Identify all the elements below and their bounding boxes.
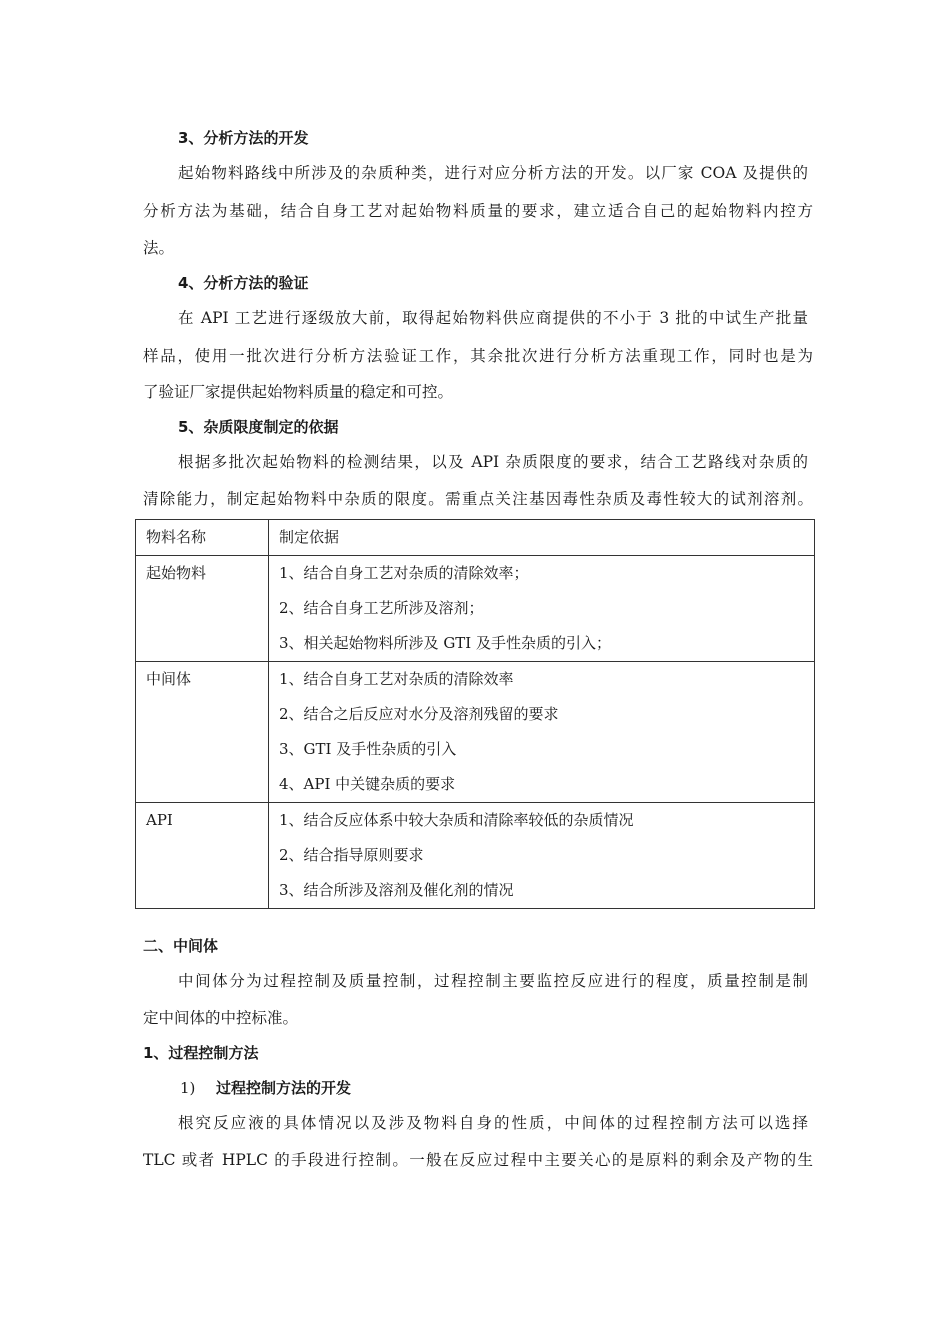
basis-item: 3、结合所涉及溶剂及催化剂的情况 <box>279 881 514 899</box>
material-name-cell: 起始物料 <box>136 556 269 662</box>
table-row <box>136 803 815 909</box>
subsection-paragraph-line: TLC 或者 HPLC 的手段进行控制。一般在反应过程中主要关心的是原料的剩余及产物的生 <box>143 1151 813 1169</box>
section-4-paragraph-line: 了验证厂家提供起始物料质量的稳定和可控。 <box>143 383 454 401</box>
basis-item: 2、结合之后反应对水分及溶剂残留的要求 <box>279 705 559 723</box>
table-header-row <box>136 520 815 556</box>
table-header-cell: 制定依据 <box>269 520 815 556</box>
section-4-heading: 4、分析方法的验证 <box>178 274 309 292</box>
basis-item: 1、结合自身工艺对杂质的清除效率； <box>279 564 529 582</box>
basis-item: 4、API 中关键杂质的要求 <box>279 775 456 793</box>
section-5-heading: 5、杂质限度制定的依据 <box>178 418 339 436</box>
basis-cell <box>269 662 815 803</box>
subsection-1-1-title: 过程控制方法的开发 <box>216 1079 352 1097</box>
basis-item: 2、结合指导原则要求 <box>279 846 424 864</box>
basis-item: 3、GTI 及手性杂质的引入 <box>279 740 457 758</box>
basis-item: 3、相关起始物料所涉及 GTI 及手性杂质的引入； <box>279 634 611 652</box>
table-row <box>136 556 815 662</box>
basis-item: 2、结合自身工艺所涉及溶剂； <box>279 599 484 617</box>
section-5-paragraph-line: 清除能力，制定起始物料中杂质的限度。需重点关注基因毒性杂质及毒性较大的试剂溶剂。 <box>143 490 813 508</box>
section-3-heading: 3、分析方法的开发 <box>178 129 309 147</box>
subsection-1-heading: 1、过程控制方法 <box>143 1044 259 1062</box>
impurity-limit-basis-table <box>135 519 815 909</box>
table-header-cell: 物料名称 <box>136 520 269 556</box>
table-row <box>136 662 815 803</box>
subsection-1-1-heading <box>180 1078 850 1098</box>
material-name-cell: API <box>136 803 269 909</box>
section-4-paragraph-line: 样品，使用一批次进行分析方法验证工作，其余批次进行分析方法重现工作，同时也是为 <box>143 347 813 365</box>
subsection-paragraph-line: 根究反应液的具体情况以及涉及物料自身的性质，中间体的过程控制方法可以选择 <box>178 1114 808 1132</box>
basis-cell <box>269 556 815 662</box>
basis-item: 1、结合自身工艺对杂质的清除效率 <box>279 670 514 688</box>
material-name-cell: 中间体 <box>136 662 269 803</box>
basis-item: 1、结合反应体系中较大杂质和清除率较低的杂质情况 <box>279 811 634 829</box>
section-4-paragraph-line: 在 API 工艺进行逐级放大前，取得起始物料供应商提供的不小于 3 批的中试生产批量 <box>178 309 808 327</box>
section-5-paragraph-line: 根据多批次起始物料的检测结果，以及 API 杂质限度的要求，结合工艺路线对杂质的 <box>178 453 808 471</box>
basis-cell <box>269 803 815 909</box>
part-2-paragraph-line: 定中间体的中控标准。 <box>143 1009 299 1027</box>
section-3-paragraph-line: 法。 <box>143 239 175 257</box>
section-3-paragraph-line: 起始物料路线中所涉及的杂质种类，进行对应分析方法的开发。以厂家 COA 及提供的 <box>178 164 808 182</box>
subsection-1-1-number: 1) <box>180 1079 196 1097</box>
part-2-heading: 二、中间体 <box>143 937 219 955</box>
part-2-paragraph-line: 中间体分为过程控制及质量控制，过程控制主要监控反应进行的程度，质量控制是制 <box>178 972 808 990</box>
section-3-paragraph-line: 分析方法为基础，结合自身工艺对起始物料质量的要求，建立适合自己的起始物料内控方 <box>143 202 813 220</box>
